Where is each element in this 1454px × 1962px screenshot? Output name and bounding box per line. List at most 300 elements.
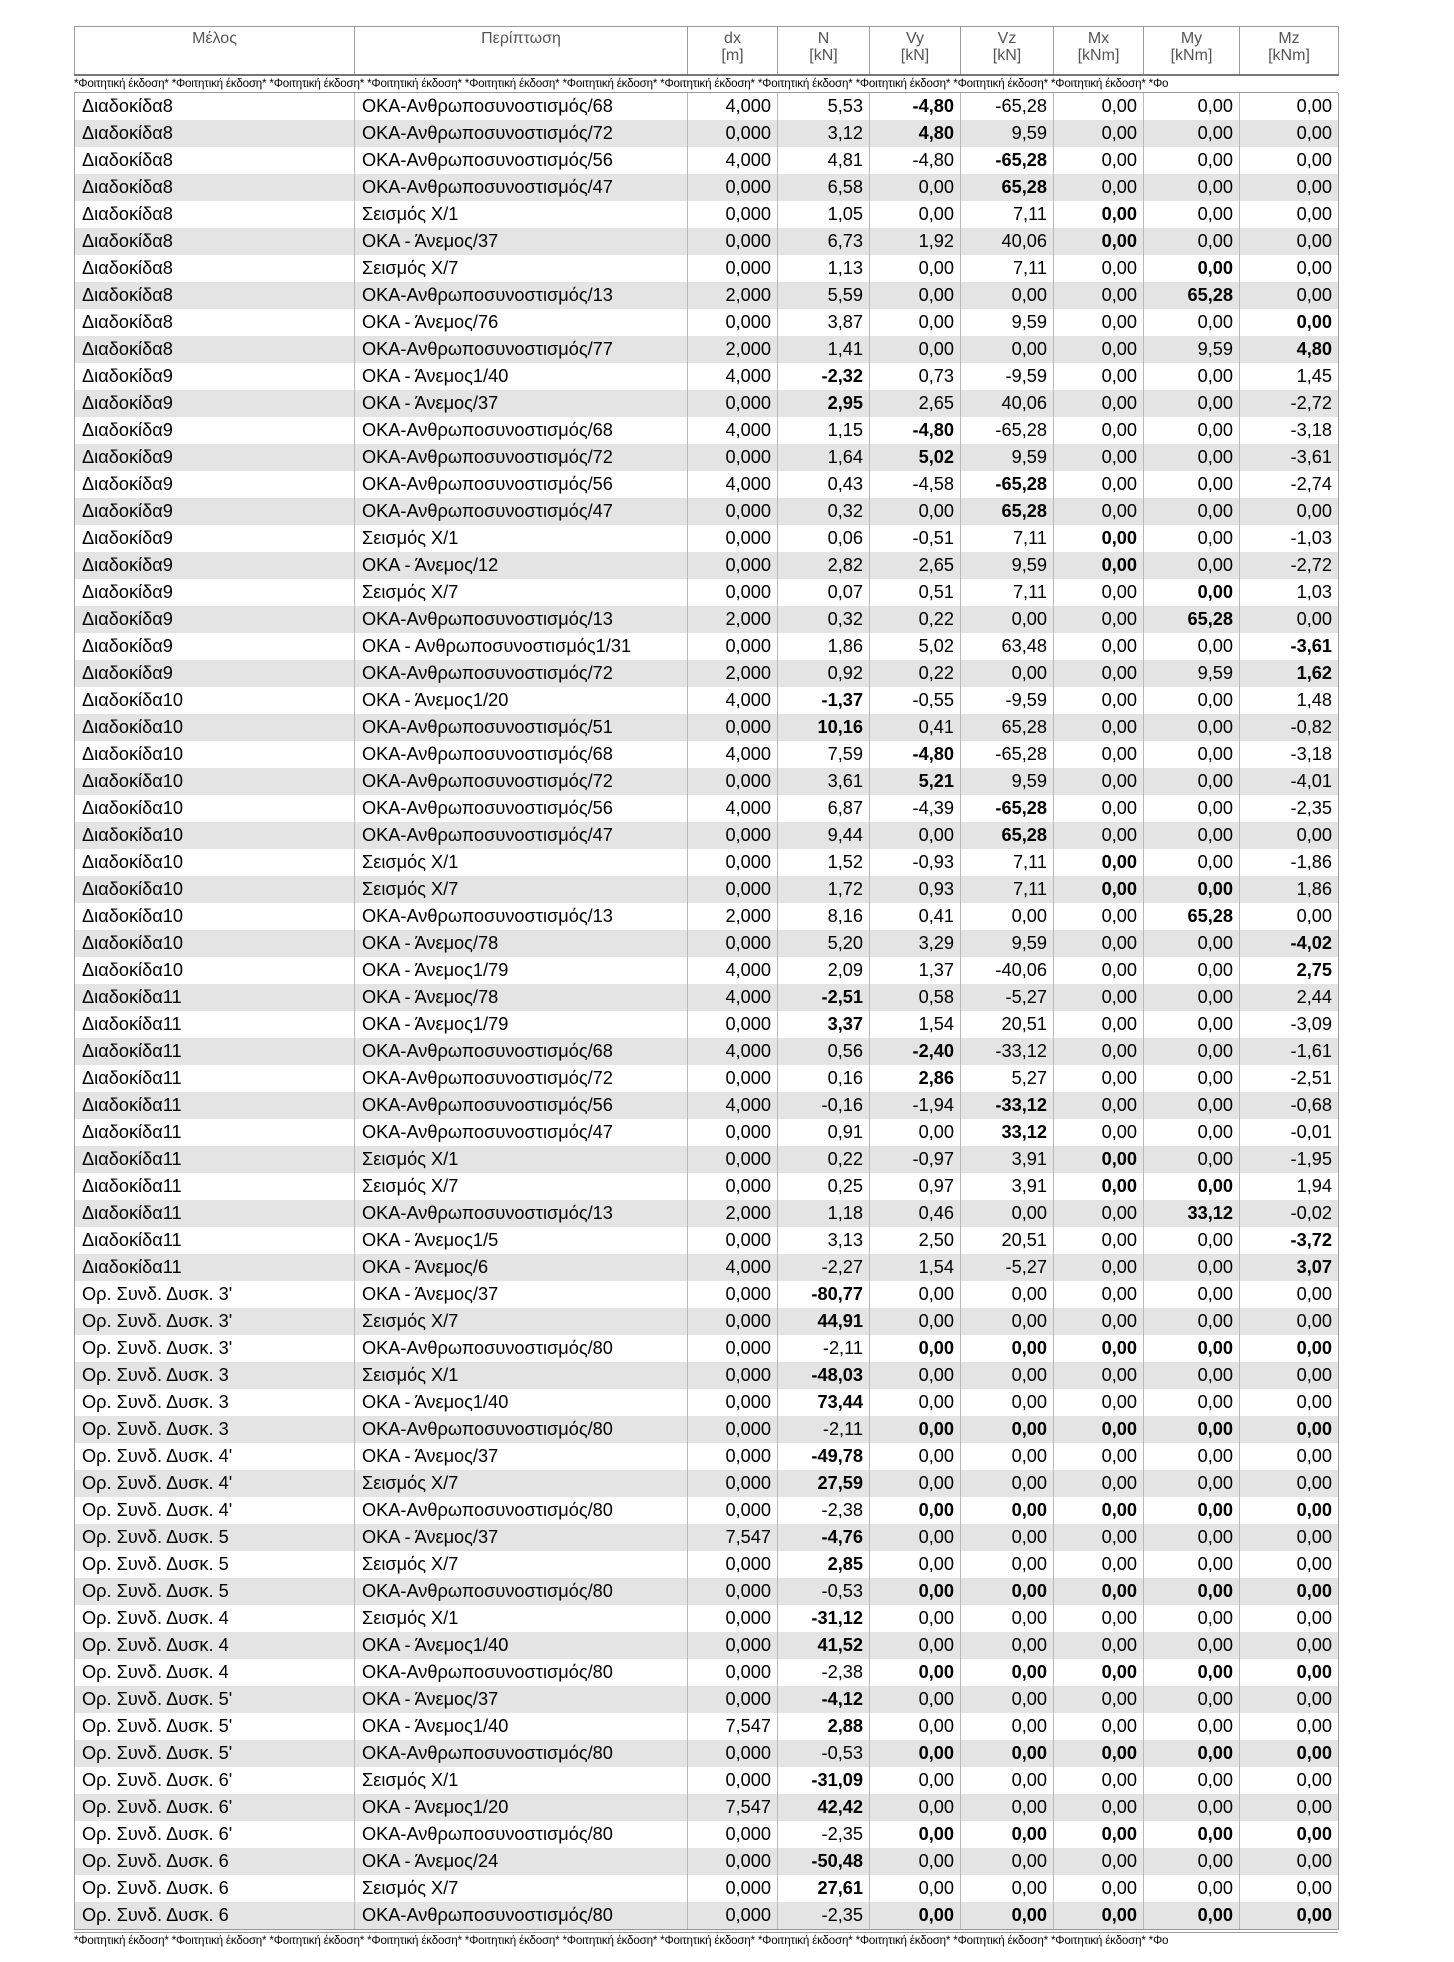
- cell-mz: -1,61: [1240, 1038, 1339, 1065]
- cell-mz: 0,00: [1240, 1605, 1339, 1632]
- cell-member: Ορ. Συνδ. Δυσκ. 6: [75, 1875, 355, 1902]
- table-row: [75, 606, 1339, 633]
- cell-vz: 0,00: [961, 1308, 1054, 1335]
- cell-n: [778, 1443, 870, 1470]
- max-value: 0,00: [1197, 1338, 1233, 1358]
- cell-dx: 0,000: [688, 120, 778, 147]
- cell-mz: 0,00: [1240, 255, 1339, 282]
- cell-mx: 0,00: [1054, 633, 1144, 660]
- cell-vy: 0,93: [870, 876, 961, 903]
- table-row: [75, 1011, 1339, 1038]
- cell-n: 0,56: [778, 1038, 870, 1065]
- max-value: 0,00: [1011, 1743, 1047, 1763]
- cell-n: [778, 984, 870, 1011]
- cell-vy: 0,97: [870, 1173, 961, 1200]
- max-value: 0,00: [1296, 1824, 1332, 1844]
- cell-mz: 0,00: [1240, 1389, 1339, 1416]
- cell-case: ΟΚΑ-Ανθρωποσυνοστισμός/72: [355, 660, 688, 687]
- cell-vz: 0,00: [961, 1632, 1054, 1659]
- table-row: [75, 336, 1339, 363]
- cell-member: Διαδοκίδα10: [75, 849, 355, 876]
- cell-n: -2,27: [778, 1254, 870, 1281]
- table-row: [75, 1713, 1339, 1740]
- cell-vz: -9,59: [961, 363, 1054, 390]
- cell-n: -0,16: [778, 1092, 870, 1119]
- cell-case: Σεισμός Χ/1: [355, 201, 688, 228]
- cell-mx: [1054, 1173, 1144, 1200]
- cell-my: 9,59: [1144, 660, 1240, 687]
- table-row: [75, 1119, 1339, 1146]
- cell-mx: 0,00: [1054, 1254, 1144, 1281]
- cell-case: ΟΚΑ-Ανθρωποσυνοστισμός/80: [355, 1659, 688, 1686]
- cell-mz: 0,00: [1240, 1281, 1339, 1308]
- cell-vz: [961, 1416, 1054, 1443]
- cell-case: ΟΚΑ-Ανθρωποσυνοστισμός/80: [355, 1740, 688, 1767]
- max-value: 0,00: [1197, 1500, 1233, 1520]
- max-value: 2,75: [1296, 960, 1332, 980]
- cell-my: 0,00: [1144, 228, 1240, 255]
- cell-my: 0,00: [1144, 363, 1240, 390]
- cell-case: Σεισμός Χ/7: [355, 1551, 688, 1578]
- cell-dx: 4,000: [688, 795, 778, 822]
- cell-mx: 0,00: [1054, 1551, 1144, 1578]
- max-value: 0,00: [1197, 1419, 1233, 1439]
- cell-mx: 0,00: [1054, 1011, 1144, 1038]
- cell-my: 0,00: [1144, 309, 1240, 336]
- cell-vy: 0,41: [870, 714, 961, 741]
- cell-mz: [1240, 1740, 1339, 1767]
- cell-vy: [870, 1821, 961, 1848]
- cell-vy: 0,00: [870, 1524, 961, 1551]
- cell-case: ΟΚΑ - Άνεμος/37: [355, 228, 688, 255]
- cell-case: ΟΚΑ - Άνεμος/37: [355, 1443, 688, 1470]
- cell-vy: [870, 93, 961, 120]
- cell-mz: 0,00: [1240, 498, 1339, 525]
- cell-mz: [1240, 633, 1339, 660]
- cell-member: Διαδοκίδα8: [75, 147, 355, 174]
- cell-vz: 0,00: [961, 1605, 1054, 1632]
- cell-mz: 0,00: [1240, 606, 1339, 633]
- cell-mz: 1,48: [1240, 687, 1339, 714]
- cell-mz: [1240, 1335, 1339, 1362]
- cell-dx: 4,000: [688, 1038, 778, 1065]
- cell-n: 0,32: [778, 498, 870, 525]
- cell-n: 1,41: [778, 336, 870, 363]
- cell-mz: 0,00: [1240, 1848, 1339, 1875]
- max-value: -31,12: [811, 1608, 863, 1628]
- max-value: 0,00: [1101, 879, 1137, 899]
- cell-case: ΟΚΑ-Ανθρωποσυνοστισμός/80: [355, 1335, 688, 1362]
- cell-mx: [1054, 552, 1144, 579]
- cell-mz: 0,00: [1240, 174, 1339, 201]
- max-value: 0,00: [1101, 1176, 1137, 1196]
- cell-mx: 0,00: [1054, 1848, 1144, 1875]
- cell-case: Σεισμός Χ/1: [355, 525, 688, 552]
- table-row: [75, 363, 1339, 390]
- cell-n: [778, 1011, 870, 1038]
- cell-vz: 7,11: [961, 525, 1054, 552]
- cell-mz: 0,00: [1240, 1362, 1339, 1389]
- max-value: 0,00: [1011, 1824, 1047, 1844]
- cell-dx: 0,000: [688, 1335, 778, 1362]
- cell-n: 1,18: [778, 1200, 870, 1227]
- cell-n: [778, 687, 870, 714]
- cell-my: 0,00: [1144, 1389, 1240, 1416]
- max-value: 65,28: [1187, 285, 1233, 305]
- cell-dx: 0,000: [688, 768, 778, 795]
- max-value: 0,00: [1101, 1338, 1137, 1358]
- cell-mz: -1,03: [1240, 525, 1339, 552]
- cell-vy: 0,00: [870, 255, 961, 282]
- table-row: [75, 633, 1339, 660]
- cell-n: [778, 1686, 870, 1713]
- cell-vz: [961, 147, 1054, 174]
- cell-vz: 7,11: [961, 201, 1054, 228]
- cell-mx: 0,00: [1054, 1713, 1144, 1740]
- cell-my: 0,00: [1144, 1254, 1240, 1281]
- cell-n: 3,13: [778, 1227, 870, 1254]
- cell-vz: 7,11: [961, 579, 1054, 606]
- cell-mx: 0,00: [1054, 714, 1144, 741]
- cell-my: 0,00: [1144, 1038, 1240, 1065]
- cell-mz: [1240, 660, 1339, 687]
- cell-mx: 0,00: [1054, 309, 1144, 336]
- cell-vz: [961, 471, 1054, 498]
- max-value: 0,00: [1101, 1419, 1137, 1439]
- cell-vy: -0,93: [870, 849, 961, 876]
- cell-mx: 0,00: [1054, 417, 1144, 444]
- cell-vz: 9,59: [961, 930, 1054, 957]
- cell-mz: 0,00: [1240, 201, 1339, 228]
- cell-n: -0,53: [778, 1740, 870, 1767]
- cell-member: Διαδοκίδα8: [75, 255, 355, 282]
- cell-my: 0,00: [1144, 768, 1240, 795]
- cell-vy: 1,92: [870, 228, 961, 255]
- header-mx: Mx [kNm]: [1054, 27, 1144, 76]
- cell-mx: 0,00: [1054, 255, 1144, 282]
- table-row: [75, 1740, 1339, 1767]
- cell-case: ΟΚΑ - Άνεμος/6: [355, 1254, 688, 1281]
- cell-mz: 0,00: [1240, 903, 1339, 930]
- max-value: -65,28: [995, 474, 1047, 494]
- cell-member: Ορ. Συνδ. Δυσκ. 3: [75, 1362, 355, 1389]
- cell-n: 0,16: [778, 1065, 870, 1092]
- cell-vy: [870, 741, 961, 768]
- cell-vz: 7,11: [961, 255, 1054, 282]
- max-value: 0,00: [918, 1581, 954, 1601]
- cell-vz: -9,59: [961, 687, 1054, 714]
- cell-n: -2,38: [778, 1659, 870, 1686]
- cell-vz: -5,27: [961, 984, 1054, 1011]
- cell-vz: 0,00: [961, 1524, 1054, 1551]
- cell-member: Ορ. Συνδ. Δυσκ. 3': [75, 1281, 355, 1308]
- cell-mz: [1240, 1578, 1339, 1605]
- cell-dx: 4,000: [688, 93, 778, 120]
- cell-my: 9,59: [1144, 336, 1240, 363]
- cell-case: Σεισμός Χ/7: [355, 1470, 688, 1497]
- cell-dx: 0,000: [688, 228, 778, 255]
- cell-dx: 7,547: [688, 1713, 778, 1740]
- cell-mx: 0,00: [1054, 1605, 1144, 1632]
- cell-vy: [870, 1065, 961, 1092]
- max-value: 0,00: [1101, 1824, 1137, 1844]
- cell-vy: -1,94: [870, 1092, 961, 1119]
- cell-case: ΟΚΑ - Άνεμος1/40: [355, 1713, 688, 1740]
- cell-dx: 0,000: [688, 390, 778, 417]
- cell-vy: 0,00: [870, 822, 961, 849]
- cell-member: Διαδοκίδα11: [75, 1065, 355, 1092]
- max-value: 41,52: [817, 1635, 863, 1655]
- cell-member: Διαδοκίδα8: [75, 282, 355, 309]
- cell-vy: -0,97: [870, 1146, 961, 1173]
- cell-mz: 0,00: [1240, 1632, 1339, 1659]
- header-my: My [kNm]: [1144, 27, 1240, 76]
- cell-mx: 0,00: [1054, 174, 1144, 201]
- max-value: 2,86: [918, 1068, 954, 1088]
- cell-vy: 0,00: [870, 336, 961, 363]
- cell-vy: [870, 768, 961, 795]
- cell-case: ΟΚΑ - Άνεμος1/40: [355, 1632, 688, 1659]
- table-row: [75, 1254, 1339, 1281]
- cell-my: 0,00: [1144, 1794, 1240, 1821]
- table-row: [75, 984, 1339, 1011]
- cell-n: [778, 1767, 870, 1794]
- table-body: [75, 93, 1339, 1930]
- cell-my: 0,00: [1144, 1848, 1240, 1875]
- cell-n: [778, 1605, 870, 1632]
- cell-my: 0,00: [1144, 1605, 1240, 1632]
- cell-case: ΟΚΑ-Ανθρωποσυνοστισμός/47: [355, 1119, 688, 1146]
- cell-case: ΟΚΑ-Ανθρωποσυνοστισμός/80: [355, 1497, 688, 1524]
- table-row: [75, 1821, 1339, 1848]
- table-row: [75, 1308, 1339, 1335]
- cell-vz: 0,00: [961, 1470, 1054, 1497]
- table-row: [75, 579, 1339, 606]
- table-row: [75, 309, 1339, 336]
- cell-mx: 0,00: [1054, 1119, 1144, 1146]
- cell-member: Διαδοκίδα9: [75, 525, 355, 552]
- cell-n: 2,09: [778, 957, 870, 984]
- cell-member: Διαδοκίδα9: [75, 606, 355, 633]
- table-row: [75, 1551, 1339, 1578]
- cell-n: 3,87: [778, 309, 870, 336]
- cell-vz: 63,48: [961, 633, 1054, 660]
- cell-member: Διαδοκίδα9: [75, 471, 355, 498]
- cell-member: Διαδοκίδα9: [75, 498, 355, 525]
- cell-vy: [870, 120, 961, 147]
- table-row: [75, 1362, 1339, 1389]
- max-value: -4,80: [912, 744, 954, 764]
- cell-case: ΟΚΑ - Άνεμος1/5: [355, 1227, 688, 1254]
- cell-member: Διαδοκίδα8: [75, 336, 355, 363]
- cell-mz: 1,86: [1240, 876, 1339, 903]
- cell-my: [1144, 1497, 1240, 1524]
- cell-mz: -4,01: [1240, 768, 1339, 795]
- cell-n: 6,73: [778, 228, 870, 255]
- cell-mz: -3,09: [1240, 1011, 1339, 1038]
- cell-mz: 0,00: [1240, 1470, 1339, 1497]
- cell-vy: 0,22: [870, 606, 961, 633]
- table-row: [75, 1389, 1339, 1416]
- cell-mx: [1054, 1416, 1144, 1443]
- cell-vz: 9,59: [961, 768, 1054, 795]
- cell-member: Διαδοκίδα10: [75, 795, 355, 822]
- header-member: Μέλος: [75, 27, 355, 76]
- cell-case: ΟΚΑ-Ανθρωποσυνοστισμός/80: [355, 1578, 688, 1605]
- table-row: [75, 282, 1339, 309]
- cell-mz: 0,00: [1240, 1524, 1339, 1551]
- table-row: [75, 1173, 1339, 1200]
- max-value: 0,00: [1296, 1338, 1332, 1358]
- cell-vz: 3,91: [961, 1146, 1054, 1173]
- cell-vy: -4,39: [870, 795, 961, 822]
- cell-mx: 0,00: [1054, 390, 1144, 417]
- cell-vz: 0,00: [961, 282, 1054, 309]
- cell-n: 1,64: [778, 444, 870, 471]
- table-row: [75, 1227, 1339, 1254]
- max-value: -1,37: [821, 690, 863, 710]
- cell-vz: [961, 1740, 1054, 1767]
- cell-mx: 0,00: [1054, 1875, 1144, 1902]
- cell-dx: 0,000: [688, 498, 778, 525]
- cell-member: Διαδοκίδα10: [75, 822, 355, 849]
- cell-my: 0,00: [1144, 390, 1240, 417]
- cell-my: 0,00: [1144, 930, 1240, 957]
- cell-vy: [870, 1497, 961, 1524]
- max-value: -33,12: [995, 1095, 1047, 1115]
- table-row: [75, 1848, 1339, 1875]
- max-value: -2,32: [821, 366, 863, 386]
- header-vy: Vy [kN]: [870, 27, 961, 76]
- cell-case: ΟΚΑ-Ανθρωποσυνοστισμός/72: [355, 120, 688, 147]
- cell-mx: 0,00: [1054, 606, 1144, 633]
- table-row: [75, 525, 1339, 552]
- cell-mx: 0,00: [1054, 1632, 1144, 1659]
- cell-vz: -5,27: [961, 1254, 1054, 1281]
- cell-mx: 0,00: [1054, 822, 1144, 849]
- cell-case: ΟΚΑ-Ανθρωποσυνοστισμός/72: [355, 444, 688, 471]
- cell-n: [778, 1794, 870, 1821]
- cell-dx: 7,547: [688, 1524, 778, 1551]
- cell-my: [1144, 1578, 1240, 1605]
- cell-my: 0,00: [1144, 984, 1240, 1011]
- cell-case: Σεισμός Χ/7: [355, 876, 688, 903]
- table-row: [75, 93, 1339, 120]
- cell-member: Ορ. Συνδ. Δυσκ. 4': [75, 1443, 355, 1470]
- cell-dx: 0,000: [688, 444, 778, 471]
- cell-member: Διαδοκίδα10: [75, 714, 355, 741]
- max-value: 0,00: [1296, 1500, 1332, 1520]
- cell-my: 0,00: [1144, 1011, 1240, 1038]
- cell-member: Ορ. Συνδ. Δυσκ. 4': [75, 1470, 355, 1497]
- cell-mz: -0,68: [1240, 1092, 1339, 1119]
- max-value: 1,62: [1296, 663, 1332, 683]
- cell-vz: [961, 174, 1054, 201]
- cell-vy: 0,00: [870, 1794, 961, 1821]
- table-row: [75, 1470, 1339, 1497]
- cell-my: 0,00: [1144, 1632, 1240, 1659]
- cell-n: [778, 1848, 870, 1875]
- cell-case: ΟΚΑ-Ανθρωποσυνοστισμός/68: [355, 417, 688, 444]
- cell-dx: 0,000: [688, 525, 778, 552]
- cell-case: ΟΚΑ - Άνεμος1/40: [355, 1389, 688, 1416]
- cell-my: 0,00: [1144, 795, 1240, 822]
- cell-vz: [961, 1497, 1054, 1524]
- cell-n: 0,91: [778, 1119, 870, 1146]
- cell-vz: 0,00: [961, 336, 1054, 363]
- cell-member: Διαδοκίδα11: [75, 1119, 355, 1146]
- cell-vy: [870, 1416, 961, 1443]
- cell-mz: [1240, 957, 1339, 984]
- cell-dx: 0,000: [688, 1227, 778, 1254]
- cell-n: 0,32: [778, 606, 870, 633]
- cell-mz: -3,61: [1240, 444, 1339, 471]
- max-value: 0,00: [918, 1743, 954, 1763]
- cell-member: Διαδοκίδα11: [75, 1092, 355, 1119]
- table-row: [75, 417, 1339, 444]
- cell-my: 0,00: [1144, 687, 1240, 714]
- cell-n: 0,22: [778, 1146, 870, 1173]
- cell-mz: [1240, 1254, 1339, 1281]
- cell-vy: 0,46: [870, 1200, 961, 1227]
- cell-member: Διαδοκίδα9: [75, 444, 355, 471]
- cell-member: Διαδοκίδα8: [75, 93, 355, 120]
- cell-case: ΟΚΑ - Άνεμος/78: [355, 984, 688, 1011]
- cell-case: ΟΚΑ-Ανθρωποσυνοστισμός/56: [355, 1092, 688, 1119]
- cell-member: Ορ. Συνδ. Δυσκ. 6': [75, 1767, 355, 1794]
- cell-mx: [1054, 1335, 1144, 1362]
- cell-dx: 0,000: [688, 1065, 778, 1092]
- cell-case: Σεισμός Χ/1: [355, 1605, 688, 1632]
- cell-case: ΟΚΑ - Άνεμος/37: [355, 1281, 688, 1308]
- max-value: 65,28: [1001, 501, 1047, 521]
- cell-mx: 0,00: [1054, 471, 1144, 498]
- table-row: [75, 1443, 1339, 1470]
- max-value: -4,12: [821, 1689, 863, 1709]
- cell-member: Ορ. Συνδ. Δυσκ. 6: [75, 1902, 355, 1930]
- cell-vz: [961, 795, 1054, 822]
- cell-vz: -65,28: [961, 741, 1054, 768]
- cell-member: Διαδοκίδα11: [75, 1173, 355, 1200]
- cell-dx: 0,000: [688, 552, 778, 579]
- cell-n: 1,13: [778, 255, 870, 282]
- cell-my: 0,00: [1144, 525, 1240, 552]
- cell-dx: 2,000: [688, 903, 778, 930]
- cell-member: Διαδοκίδα11: [75, 1254, 355, 1281]
- cell-dx: 0,000: [688, 1416, 778, 1443]
- cell-dx: 4,000: [688, 1254, 778, 1281]
- cell-mx: 0,00: [1054, 1227, 1144, 1254]
- max-value: 0,00: [1011, 1338, 1047, 1358]
- table-row: [75, 255, 1339, 282]
- cell-dx: 2,000: [688, 660, 778, 687]
- cell-member: Διαδοκίδα11: [75, 984, 355, 1011]
- cell-mx: 0,00: [1054, 1470, 1144, 1497]
- cell-vy: 2,65: [870, 552, 961, 579]
- cell-member: Ορ. Συνδ. Δυσκ. 3: [75, 1416, 355, 1443]
- max-value: -3,61: [1290, 636, 1332, 656]
- cell-dx: 2,000: [688, 606, 778, 633]
- cell-mz: 0,00: [1240, 228, 1339, 255]
- cell-my: 0,00: [1144, 552, 1240, 579]
- cell-dx: 4,000: [688, 471, 778, 498]
- cell-vy: 0,00: [870, 1551, 961, 1578]
- max-value: 0,00: [1101, 1500, 1137, 1520]
- cell-vz: 9,59: [961, 120, 1054, 147]
- cell-my: 0,00: [1144, 444, 1240, 471]
- cell-mx: 0,00: [1054, 498, 1144, 525]
- cell-my: 0,00: [1144, 1146, 1240, 1173]
